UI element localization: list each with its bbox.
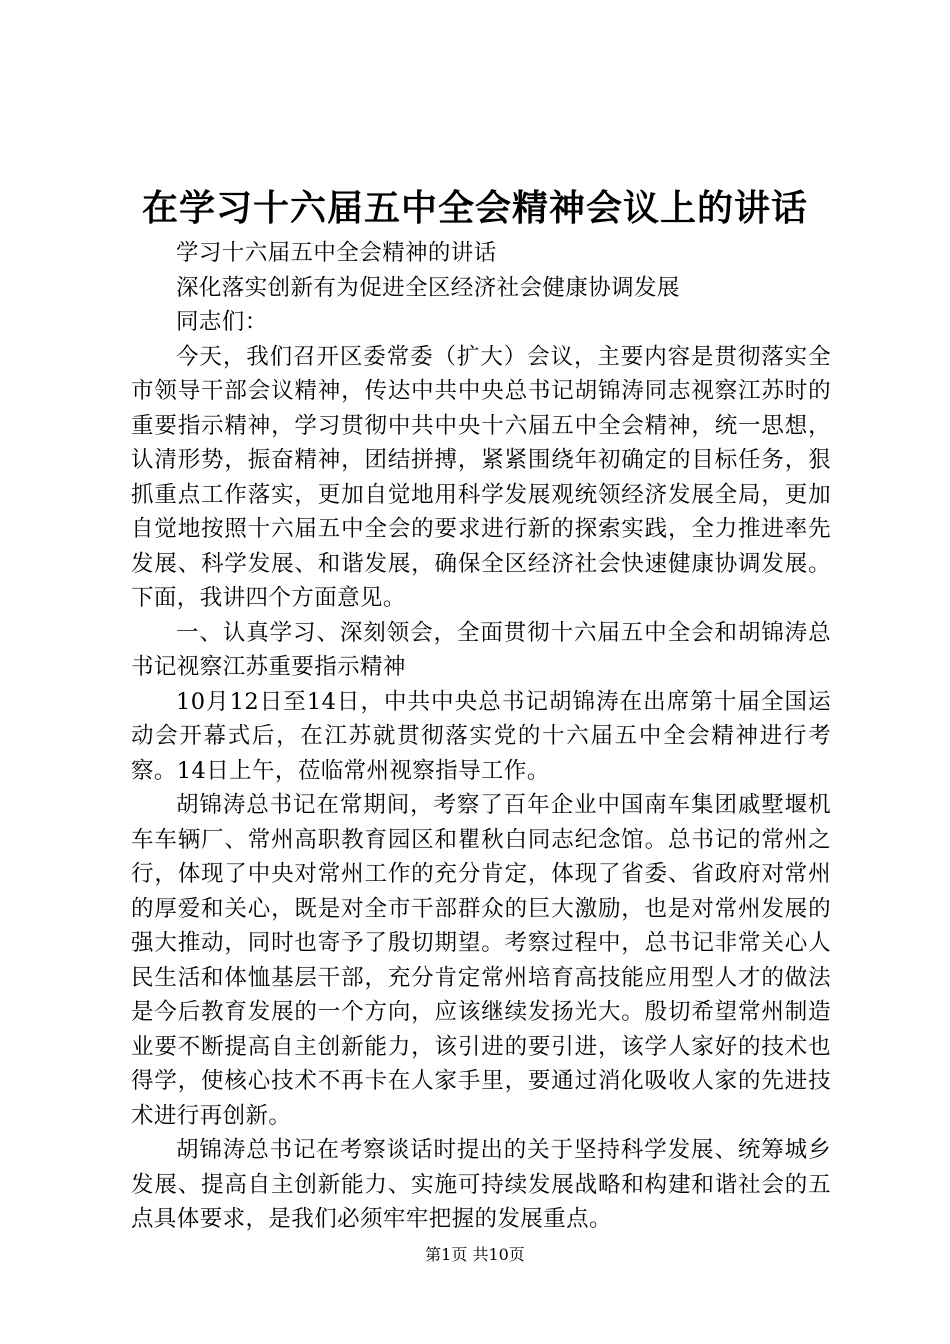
salutation: 同志们： — [176, 309, 268, 335]
body-paragraph: 胡锦涛总书记在常期间，考察了百年企业中国南车集团戚墅堰机车车辆厂、常州高职教育园区和瞿秋白同志纪念馆。总书记的常州之行，体现了中央对常州工作的充分肯定，体现了省委、省政府对常州的厚爱和关心，既是对全市干部群众的巨大激励，也是对常州发展的强大推动，同时也寄予了殷切期望。考察过程中，总书记非常关心人民生活和体恤基层干部，充分肯定常州培育高技能应用型人才的做法是今后教育发展的一个方向，应该继续发扬光大。殷切希望常州制造业要不断提高自主创新能力，该引进的要引进，该学人家好的技术也得学，使核心技术不再卡在人家手里，要通过消化吸收人家的先进技术进行再创新。 — [131, 792, 831, 1129]
body-paragraph: 10月12日至14日，中共中央总书记胡锦涛在出席第十届全国运动会开幕式后，在江苏就贯彻落实党的十六届五中全会精神进行考察。14日上午，莅临常州视察指导工作。 — [131, 688, 831, 784]
body-paragraph: 胡锦涛总书记在考察谈话时提出的关于坚持科学发展、统筹城乡发展、提高自主创新能力、实施可持续发展战略和构建和谐社会的五点具体要求，是我们必须牢牢把握的发展重点。 — [131, 1137, 831, 1232]
body-paragraph: 今天，我们召开区委常委（扩大）会议，主要内容是贯彻落实全市领导干部会议精神，传达中共中央总书记胡锦涛同志视察江苏时的重要指示精神，学习贯彻中共中央十六届五中全会精神，统一思想，认清形势，振奋精神，团结拼搏，紧紧围绕年初确定的目标任务，狠抓重点工作落实，更加自觉地用科学发展观统领经济发展全局，更加自觉地按照十六届五中全会的要求进行新的探索实践，全力推进率先发展、科学发展、和谐发展，确保全区经济社会快速健康协调发展。下面，我讲四个方面意见。 — [131, 343, 831, 611]
section-heading: 一、认真学习、深刻领会，全面贯彻十六届五中全会和胡锦涛总书记视察江苏重要指示精神 — [131, 619, 831, 680]
document-title: 在学习十六届五中全会精神会议上的讲话 — [141, 188, 808, 229]
document-body — [131, 236, 831, 1237]
subtitle-line: 学习十六届五中全会精神的讲话 — [176, 240, 497, 266]
page-number-footer: 第1页 共10页 — [425, 1245, 525, 1264]
subtitle-line: 深化落实创新有为促进全区经济社会健康协调发展 — [176, 274, 680, 301]
